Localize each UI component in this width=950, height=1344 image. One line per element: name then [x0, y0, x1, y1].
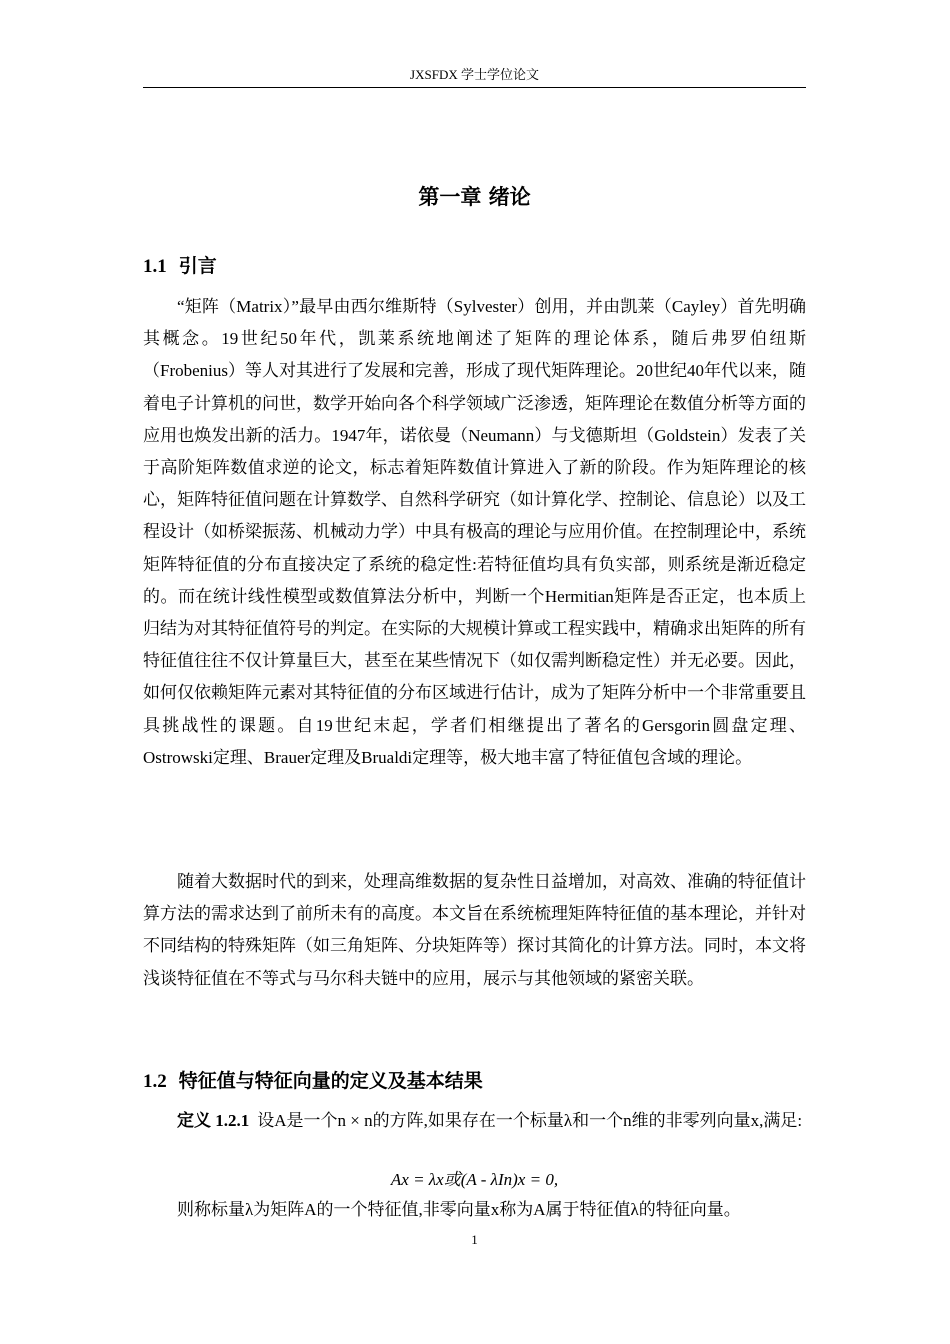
section-number: 1.2 — [143, 1071, 167, 1092]
section-heading-1-1 — [143, 252, 806, 281]
section-title: 引言 — [178, 255, 217, 277]
definition-conclusion: 则称标量λ为矩阵A的一个特征值,非零向量x称为A属于特征值λ的特征向量。 — [177, 1200, 741, 1219]
running-header: JXSFDX 学士学位论文 — [410, 67, 539, 82]
section-title: 特征值与特征向量的定义及基本结果 — [178, 1070, 483, 1092]
intro-paragraph-2: 随着大数据时代的到来，处理高维数据的复杂性日益增加，对高效、准确的特征值计算方法的需求达到了前所未有的高度。本文旨在系统梳理矩阵特征值的基本理论，并针对不同结构的特殊矩阵（如三角矩阵、分块矩阵等）探讨其简化的计算方法。同时，本文将浅谈特征值在不等式与马尔科夫链中的应用，展示与其他领域的紧密关联。 — [143, 872, 806, 988]
page-number: 1 — [471, 1232, 478, 1247]
header-rule — [143, 87, 806, 88]
intro-paragraph-1: “矩阵（Matrix）”最早由西尔维斯特（Sylvester）创用，并由凯莱（Cayley）首先明确其概念。19世纪50年代，凯莱系统地阐述了矩阵的理论体系，随后弗罗伯纽斯（Frobenius）等人对其进行了发展和完善，形成了现代矩阵理论。20世纪40年代以来，随着电子计算机的问世，数学开始向各个科学领域广泛渗透，矩阵理论在数值分析等方面的应用也焕发出新的活力。1947年，诺依曼（Neumann）与戈德斯坦（Goldstein）发表了关于高阶矩阵数值求逆的论文，标志着矩阵数值计算进入了新的阶段。作为矩阵理论的核心，矩阵特征值问题在计算数学、自然科学研究（如计算化学、控制论、信息论）以及工程设计（如桥梁振荡、机械动力学）中具有极高的理论与应用价值。在控制理论中，系统矩阵特征值的分布直接决定了系统的稳定性:若特征值均具有负实部，则系统是渐近稳定的。而在统计线性模型或数值算法分析中，判断一个Hermitian矩阵是否正定，也本质上归结为对其特征值符号的判定。在实际的大规模计算或工程实践中，精确求出矩阵的所有特征值往往不仅计算量巨大，甚至在某些情况下（如仅需判断稳定性）并无必要。因此，如何仅依赖矩阵元素对其特征值的分布区域进行估计，成为了矩阵分析中一个非常重要且具挑战性的课题。自19世纪末起，学者们相继提出了著名的Gersgorin圆盘定理、Ostrowski定理、Brauer定理及Brualdi定理等，极大地丰富了特征值包含域的理论。 — [143, 297, 806, 767]
definition-text: 设A是一个n × n的方阵,如果存在一个标量λ和一个n维的非零列向量x,满足: — [257, 1111, 803, 1130]
eigen-equation: Ax = λx或(A - λIn)x = 0, — [390, 1170, 559, 1189]
section-heading-1-2 — [143, 1067, 806, 1096]
section-number: 1.1 — [143, 256, 167, 277]
chapter-title: 第一章 绪论 — [418, 185, 531, 209]
definition-label: 定义 1.2.1 — [177, 1111, 250, 1130]
definition-block — [143, 1105, 806, 1137]
